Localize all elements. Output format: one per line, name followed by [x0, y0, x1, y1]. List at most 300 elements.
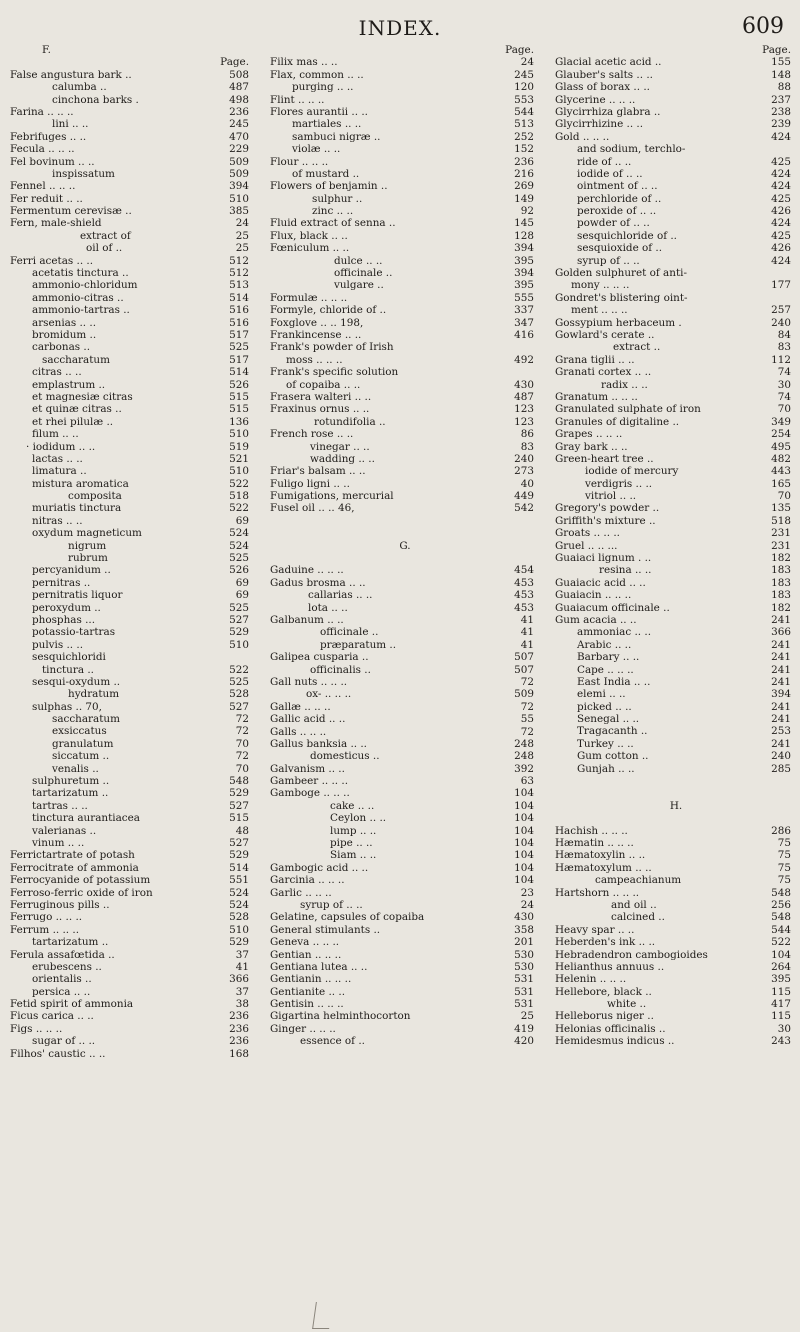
entry-page-number: 104: [514, 837, 534, 850]
index-entry: [270, 800, 540, 812]
entry-term: valerianas ..: [32, 824, 97, 837]
index-entry: [555, 354, 797, 366]
entry-page-number: 553: [514, 93, 534, 106]
index-entry: [270, 329, 540, 341]
index-entry: [555, 552, 797, 564]
entry-page-number: 241: [771, 713, 791, 726]
entry-page-number: 104: [514, 824, 534, 837]
entry-term: Glycirrhizine .. ..: [555, 118, 644, 131]
entry-page-number: 128: [514, 229, 534, 242]
entry-page-number: 23: [520, 886, 534, 899]
entry-page-number: 492: [514, 353, 534, 366]
entry-term: mistura aromatica: [32, 477, 129, 490]
entry-term: Garlic .. .. ..: [270, 886, 332, 899]
index-entry: [270, 292, 540, 304]
index-entry: [270, 205, 540, 217]
index-entry: [10, 924, 255, 936]
index-entry: [555, 564, 797, 576]
entry-term: tartras .. ..: [32, 799, 88, 812]
entry-page-number: 394: [514, 267, 534, 280]
entry-page-number: 115: [771, 1010, 791, 1023]
index-entry: [270, 602, 540, 614]
index-entry: [10, 998, 255, 1010]
entry-term: Gentisin .. .. ..: [270, 998, 344, 1011]
entry-page-number: 525: [229, 552, 249, 565]
entry-term: Fermentum cerevisæ ..: [10, 205, 132, 218]
index-entry: [270, 279, 540, 291]
entry-term: rubrum: [68, 552, 108, 565]
entry-page-number: 236: [229, 1010, 249, 1023]
entry-page-number: 430: [514, 911, 534, 924]
index-entry: [270, 193, 540, 205]
index-entry: [10, 267, 255, 279]
entry-page-number: 526: [229, 378, 249, 391]
index-entry: [10, 515, 255, 527]
entry-term: ment .. .. ..: [571, 304, 628, 317]
entry-page-number: 252: [514, 130, 534, 143]
entry-term: extract of: [80, 229, 131, 242]
entry-term: Fluid extract of senna ..: [270, 217, 396, 230]
entry-page-number: 510: [229, 428, 249, 441]
entry-page-number: 515: [229, 812, 249, 825]
index-entry: [270, 403, 540, 415]
entry-page-number: 453: [514, 589, 534, 602]
entry-term: Gentian .. .. ..: [270, 948, 342, 961]
index-entry: [10, 973, 255, 985]
index-entry: [555, 515, 797, 527]
index-entry: [10, 441, 255, 453]
entry-page-number: 145: [514, 217, 534, 230]
index-entry: [555, 56, 797, 68]
index-entry: [555, 242, 797, 254]
entry-term: Farina .. .. ..: [10, 105, 74, 118]
entry-page-number: 542: [514, 502, 534, 515]
entry-term: Senegal .. ..: [577, 713, 640, 726]
entry-term: essence of ..: [300, 1035, 365, 1048]
index-entry: [555, 416, 797, 428]
index-entry: [10, 118, 255, 130]
entry-page-number: 392: [514, 762, 534, 775]
index-entry: [270, 168, 540, 180]
entry-page-number: 104: [514, 849, 534, 862]
entry-page-number: 516: [229, 304, 249, 317]
entry-term: French rose .. ..: [270, 428, 354, 441]
index-entry: [10, 825, 255, 837]
entry-page-number: 240: [514, 452, 534, 465]
entry-page-number: 548: [229, 775, 249, 788]
entry-term: · iodidum .. ..: [26, 440, 96, 453]
index-entry: [10, 651, 255, 663]
entry-page-number: 24: [520, 56, 534, 69]
index-entry: [10, 664, 255, 676]
entry-term: Flax, common .. ..: [270, 68, 364, 81]
entry-term: verdigris .. ..: [585, 477, 653, 490]
entry-page-number: 394: [514, 242, 534, 255]
entry-term: Fumigations, mercurial: [270, 490, 394, 503]
entry-term: Guaiaci lignum . ..: [555, 552, 652, 565]
section-letter-heading: [555, 800, 797, 812]
entry-page-number: 239: [771, 118, 791, 131]
index-entry: [555, 874, 797, 886]
entry-term: filum .. ..: [32, 428, 79, 441]
entry-term: H.: [669, 799, 683, 812]
index-entry: [270, 812, 540, 824]
entry-term: Ficus carica .. ..: [10, 1010, 94, 1023]
index-entry: [270, 379, 540, 391]
entry-term: erubescens ..: [32, 960, 102, 973]
index-entry: [10, 738, 255, 750]
index-entry: [555, 193, 797, 205]
entry-term: oil of ..: [86, 242, 123, 255]
index-entry: [555, 118, 797, 130]
entry-page-number: 120: [514, 81, 534, 94]
entry-page-number: 240: [771, 750, 791, 763]
entry-page-number: 273: [514, 465, 534, 478]
entry-term: siccatum ..: [52, 750, 110, 763]
entry-term: lactas .. ..: [32, 452, 83, 465]
entry-term: lump .. ..: [330, 824, 377, 837]
entry-term: Ferruginous pills ..: [10, 898, 110, 911]
index-entry: [270, 453, 540, 465]
entry-term: Glycirrhiza glabra ..: [555, 105, 661, 118]
entry-page-number: 531: [514, 985, 534, 998]
entry-term: Fusel oil .. .. 46,: [270, 502, 355, 515]
entry-page-number: 216: [514, 167, 534, 180]
index-entry: [555, 279, 797, 291]
entry-term: Ferrocitrate of ammonia: [10, 861, 139, 874]
entry-term: Ferroso-ferric oxide of iron: [10, 886, 153, 899]
index-entry: [555, 379, 797, 391]
entry-term: iodide of .. ..: [577, 167, 643, 180]
entry-page-number: 72: [520, 725, 534, 738]
entry-term: sambuci nigræ ..: [292, 130, 381, 143]
index-entry: [270, 726, 540, 738]
entry-page-number: 507: [514, 663, 534, 676]
index-entry: [270, 217, 540, 229]
entry-term: Galipea cusparia ..: [270, 651, 369, 664]
entry-page-number: 531: [514, 973, 534, 986]
index-entry: [10, 887, 255, 899]
entry-term: peroxide of .. ..: [577, 205, 657, 218]
entry-page-number: 38: [235, 998, 249, 1011]
entry-page-number: 236: [229, 105, 249, 118]
index-entry: [270, 664, 540, 676]
index-column-3: [555, 44, 797, 1048]
entry-page-number: 519: [229, 440, 249, 453]
entry-page-number: 183: [771, 576, 791, 589]
entry-term: et magnesiæ citras: [32, 390, 133, 403]
index-entry: [10, 1035, 255, 1047]
index-entry: [10, 540, 255, 552]
index-entry: [270, 998, 540, 1010]
entry-term: Ferrugo .. .. ..: [10, 911, 83, 924]
entry-term: sesquichloridi: [32, 651, 106, 664]
index-entry: [270, 639, 540, 651]
entry-page-number: 449: [514, 490, 534, 503]
index-entry: [10, 874, 255, 886]
entry-page-number: 366: [229, 973, 249, 986]
index-entry: [270, 973, 540, 985]
index-entry: [10, 911, 255, 923]
entry-page-number: 55: [520, 713, 534, 726]
page-header-title: INDEX.: [358, 16, 442, 40]
entry-term: East India .. ..: [577, 675, 651, 688]
index-entry: [270, 775, 540, 787]
index-entry: [270, 230, 540, 242]
index-entry: [10, 701, 255, 713]
index-entry: [270, 911, 540, 923]
index-entry: [555, 750, 797, 762]
entry-term: limatura ..: [32, 465, 87, 478]
entry-term: cake .. ..: [330, 799, 375, 812]
entry-page-number: 470: [229, 130, 249, 143]
entry-page-number: 548: [771, 911, 791, 924]
entry-term: Hebradendron cambogioides: [555, 948, 708, 961]
index-entry: [270, 589, 540, 601]
entry-term: cinchona barks .: [52, 93, 139, 106]
entry-term: Galbanum .. ..: [270, 613, 344, 626]
entry-term: domesticus ..: [310, 750, 380, 763]
entry-term: Ferri acetas .. ..: [10, 254, 94, 267]
entry-term: Gold .. .. ..: [555, 130, 610, 143]
entry-term: arsenias .. ..: [32, 316, 97, 329]
entry-page-number: 524: [229, 886, 249, 899]
index-entry: [270, 961, 540, 973]
index-entry: [555, 106, 797, 118]
index-entry: [555, 304, 797, 316]
entry-term: callarias .. ..: [308, 589, 373, 602]
index-entry: [10, 1023, 255, 1035]
index-entry: [10, 230, 255, 242]
entry-term: Gallæ .. .. ..: [270, 700, 331, 713]
index-entry: [10, 255, 255, 267]
index-entry: [10, 639, 255, 651]
entry-page-number: 424: [771, 254, 791, 267]
page-column-heading: [270, 44, 540, 56]
entry-term: vinum .. ..: [32, 837, 85, 849]
index-entry: [555, 465, 797, 477]
index-entry: [270, 887, 540, 899]
entry-term: et quinæ citras ..: [32, 403, 122, 416]
entry-page-number: 256: [771, 898, 791, 911]
entry-term: Heavy spar .. ..: [555, 923, 635, 936]
entry-term: Frank's specific solution: [270, 366, 399, 379]
entry-term: resina .. ..: [599, 564, 652, 577]
index-entry: [10, 936, 255, 948]
entry-term: Gray bark .. ..: [555, 440, 628, 453]
entry-term: and oil ..: [611, 898, 657, 911]
index-entry: [555, 887, 797, 899]
index-entry: [555, 217, 797, 229]
entry-term: sugar of .. ..: [32, 1035, 96, 1048]
index-entry: [555, 453, 797, 465]
entry-term: Helianthus annuus ..: [555, 960, 665, 973]
entry-term: Flores aurantii .. ..: [270, 105, 368, 118]
entry-term: and sodium, terchlo-: [577, 143, 686, 156]
entry-term: syrup of .. ..: [577, 254, 640, 267]
entry-page-number: 509: [229, 155, 249, 168]
entry-term: et rhei pilulæ ..: [32, 415, 114, 428]
entry-term: Flint .. .. ..: [270, 93, 325, 106]
entry-term: F.: [42, 44, 51, 56]
index-entry: [270, 936, 540, 948]
entry-term: Helleborus niger ..: [555, 1010, 654, 1023]
index-entry: [270, 750, 540, 762]
entry-page-number: 104: [514, 812, 534, 825]
index-entry: [555, 428, 797, 440]
index-entry: [555, 205, 797, 217]
entry-page-number: 522: [229, 502, 249, 515]
entry-term: Flux, black .. ..: [270, 229, 348, 242]
index-entry: [10, 168, 255, 180]
entry-term: persica .. ..: [32, 985, 91, 998]
index-entry: [555, 81, 797, 93]
entry-page-number: 41: [520, 626, 534, 639]
index-entry: [270, 676, 540, 688]
entry-page-number: 104: [514, 787, 534, 800]
entry-term: acetatis tinctura ..: [32, 267, 129, 280]
entry-term: Fecula .. .. ..: [10, 143, 75, 156]
index-entry: [270, 701, 540, 713]
entry-page-number: 529: [229, 936, 249, 949]
index-entry: [10, 329, 255, 341]
index-entry: [555, 911, 797, 923]
entry-term: Gaduine .. .. ..: [270, 564, 344, 577]
index-entry: [555, 899, 797, 911]
index-entry: [270, 651, 540, 663]
entry-page-number: 425: [771, 192, 791, 205]
entry-page-number: 544: [514, 105, 534, 118]
entry-term: Fennel .. .. ..: [10, 180, 76, 193]
margin-pencil-mark: [312, 1302, 333, 1329]
entry-page-number: 515: [229, 403, 249, 416]
entry-term: calcined ..: [611, 911, 665, 924]
entry-page-number: 555: [514, 291, 534, 304]
entry-term: pulvis .. ..: [32, 638, 84, 651]
entry-term: officinale ..: [334, 267, 393, 280]
index-entry: [555, 143, 797, 155]
entry-page-number: 544: [771, 923, 791, 936]
entry-term: hydratum: [68, 688, 120, 701]
index-entry: [555, 577, 797, 589]
entry-page-number: 72: [235, 750, 249, 763]
index-entry: [270, 837, 540, 849]
entry-term: Gum acacia .. ..: [555, 613, 637, 626]
index-entry: [270, 156, 540, 168]
entry-term: sulphur ..: [312, 192, 363, 205]
entry-page-number: 527: [229, 799, 249, 812]
index-entry: [555, 366, 797, 378]
entry-page-number: 245: [514, 68, 534, 81]
index-entry: [555, 639, 797, 651]
index-entry: [10, 862, 255, 874]
entry-page-number: 30: [777, 1022, 791, 1035]
entry-term: Hartshorn .. .. ..: [555, 886, 640, 899]
entry-term: Heberden's ink .. ..: [555, 936, 656, 949]
entry-term: tinctura ..: [42, 663, 94, 676]
entry-page-number: 149: [514, 192, 534, 205]
index-entry: [10, 961, 255, 973]
entry-term: Formyle, chloride of ..: [270, 304, 387, 317]
index-entry: [555, 1035, 797, 1047]
entry-term: Flour .. .. ..: [270, 155, 329, 168]
index-entry: [270, 354, 540, 366]
entry-term: Gadus brosma .. ..: [270, 576, 366, 589]
entry-term: Ginger .. .. ..: [270, 1022, 336, 1035]
entry-term: Gallic acid .. ..: [270, 713, 346, 726]
index-entry: [10, 800, 255, 812]
index-entry: [10, 899, 255, 911]
entry-page-number: 168: [229, 1047, 249, 1060]
index-entry: [270, 317, 540, 329]
entry-term: Grapes .. .. ..: [555, 428, 623, 441]
entry-page-number: 530: [514, 960, 534, 973]
entry-page-number: 285: [771, 762, 791, 775]
index-entry: [10, 279, 255, 291]
entry-term: General stimulants ..: [270, 923, 381, 936]
entry-page-number: 515: [229, 390, 249, 403]
entry-page-number: 395: [771, 973, 791, 986]
entry-page-number: 75: [777, 861, 791, 874]
index-entry: [555, 527, 797, 539]
index-entry: [10, 527, 255, 539]
entry-page-number: 498: [229, 93, 249, 106]
entry-page-number: 74: [777, 366, 791, 379]
entry-page-number: 509: [229, 167, 249, 180]
entry-page-number: 37: [235, 948, 249, 961]
entry-term: granulatum: [52, 737, 114, 750]
entry-term: inspissatum: [52, 167, 115, 180]
entry-page-number: 241: [771, 638, 791, 651]
index-entry: [10, 589, 255, 601]
index-entry: [555, 961, 797, 973]
index-entry: [10, 304, 255, 316]
entry-page-number: 182: [771, 552, 791, 565]
entry-term: Frank's powder of Irish: [270, 341, 394, 354]
entry-page-number: 182: [771, 601, 791, 614]
index-entry: [10, 69, 255, 81]
entry-page-number: 236: [514, 155, 534, 168]
entry-term: Gruel .. .. ...: [555, 539, 618, 552]
index-entry: [10, 490, 255, 502]
entry-term: Golden sulphuret of anti-: [555, 267, 687, 280]
index-entry: [10, 131, 255, 143]
entry-term: G.: [399, 539, 411, 552]
entry-page-number: 231: [771, 539, 791, 552]
entry-page-number: 70: [777, 490, 791, 503]
entry-term: Glycerine .. .. ..: [555, 93, 636, 106]
index-entry: [10, 94, 255, 106]
index-entry: [10, 292, 255, 304]
entry-page-number: 425: [771, 229, 791, 242]
index-entry: [10, 713, 255, 725]
spacer: [555, 775, 797, 800]
entry-term: lini .. ..: [52, 118, 89, 131]
entry-page-number: 531: [514, 998, 534, 1011]
entry-page-number: 527: [229, 613, 249, 626]
entry-page-number: 165: [771, 477, 791, 490]
index-entry: [270, 56, 540, 68]
entry-page-number: 88: [777, 81, 791, 94]
entry-term: Fœniculum .. ..: [270, 242, 350, 255]
entry-page-number: 243: [771, 1035, 791, 1048]
entry-term: syrup of .. ..: [300, 898, 363, 911]
entry-term: Ferula assafœtida ..: [10, 948, 115, 961]
entry-page-number: 72: [520, 700, 534, 713]
entry-term: potassio-tartras: [32, 626, 116, 639]
entry-term: Fern, male-shield: [10, 217, 102, 230]
index-column-2: [270, 44, 540, 1048]
